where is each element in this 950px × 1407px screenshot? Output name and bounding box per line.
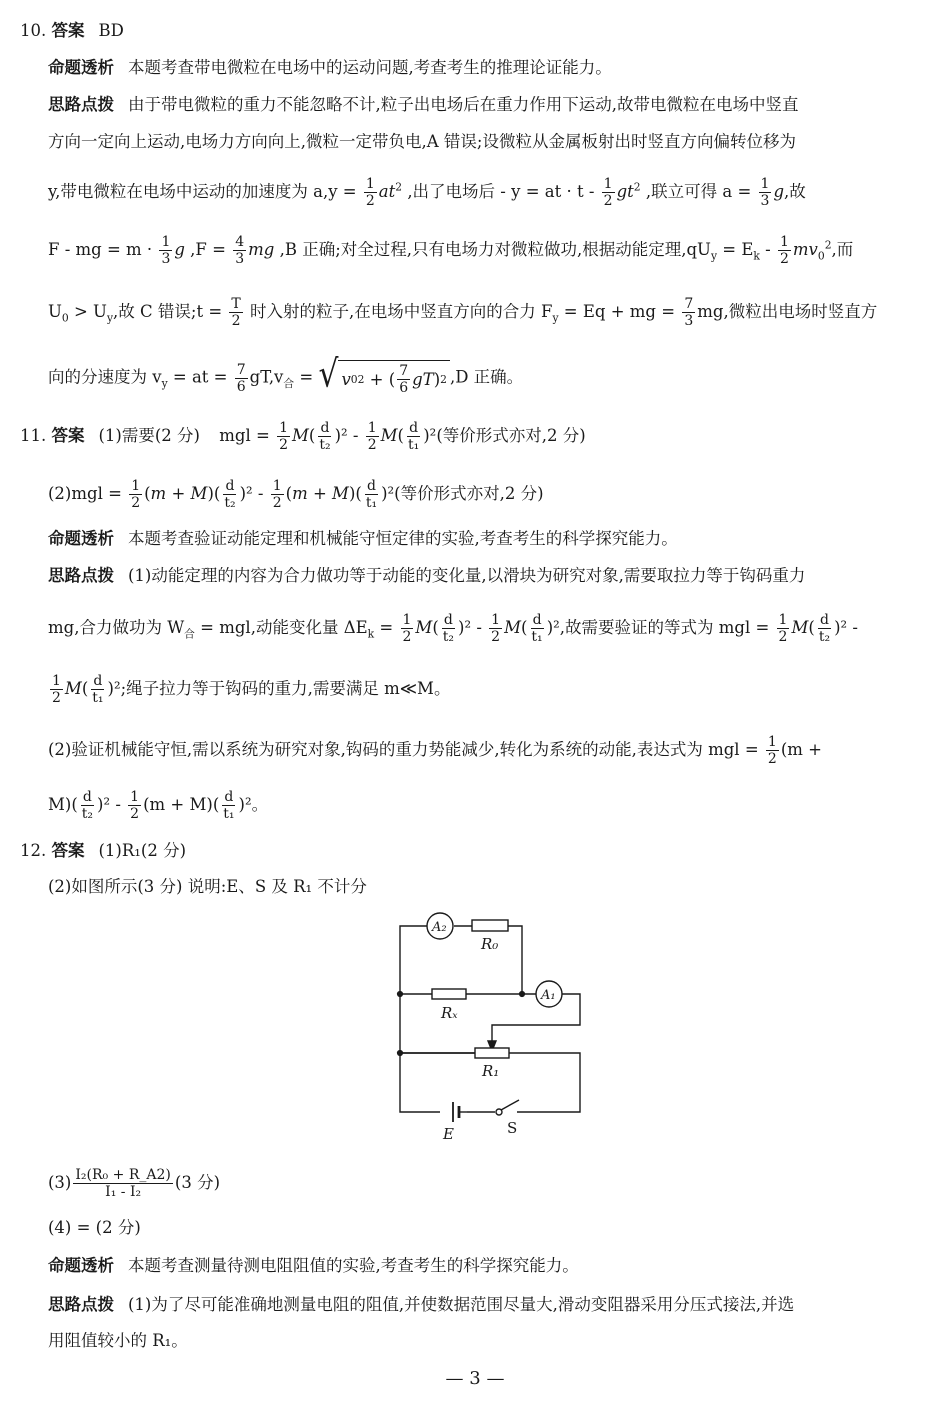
- junction-left-upper: [398, 992, 403, 997]
- label-r0: R₀: [481, 935, 499, 953]
- q12-answer-line-4: (4) = (2 分): [48, 1218, 141, 1237]
- page-number: — 3 —: [445, 1368, 505, 1389]
- q12-intent: 命题透析 本题考查测量待测电阻阻值的实验,考查考生的科学探究能力。: [48, 1256, 579, 1275]
- label-s: S: [507, 1119, 518, 1137]
- q11-hint-line-5: M)( $\frac{d}{\text{t₂}}$ )² - $\frac{1}{2}$ (m + M)( $\frac{d}{\text{t₁}}$ )²。: [48, 789, 269, 823]
- resistor-rx: [432, 989, 466, 999]
- q10-hint-line-6: 向的分速度为 $v_y$ = at = $\frac{7}{6}$ $gT,v_合$ = √ v 0 2 + ( $\frac{7}{6}$ gT ) 2 ,D 正确。: [48, 352, 524, 397]
- resistor-r0: [472, 920, 508, 931]
- circuit-wire-r0-down: [508, 926, 522, 994]
- q12-answer-line-2: (2)如图所示(3 分) 说明:E、S 及 R₁ 不计分: [48, 877, 367, 896]
- q11-hint-line-3: $\frac{1}{2}$ M( $\frac{d}{\text{t₁}}$ )²;绳子拉力等于钩码的重力,需要满足 m≪M。: [52, 673, 451, 707]
- q11-answer-line-1: 11. 答案 (1)需要(2 分) mgl = $\frac{1}{2}$ M( $\frac{d}{\text{t₂}}$ )² - $\frac{1}{2}$ M( $\frac{d}{\text{t₁}}$ )²(等价形式亦对,2 分): [20, 420, 586, 454]
- q12-answer-line-3: (3) $\frac{\text{I₂(R₀ + R\_A2)}}{\text{I₁ - I₂}}$ (3 分): [48, 1167, 221, 1201]
- q10-hint-line-2: 方向一定向上运动,电场力方向向上,微粒一定带负电,A 错误;设微粒从金属板射出时竖直方向偏转位移为: [48, 132, 796, 151]
- junction-right: [520, 992, 525, 997]
- q11-hint-line-2: mg,合力做功为 $W_合$ = mgl,动能变化量 $\Delta E_k$ = $\frac{1}{2}$ M( $\frac{d}{\text{t₂}}$ )² - $\frac{1}{2}$ M( $\frac{d}{\text{t₁}}$ )²,故需要验证的等式为 mgl = $\frac{1}{2}$ M( $\frac{d}{\text{t₂}}$ )² -: [48, 612, 858, 646]
- switch-lever: [501, 1100, 519, 1110]
- label-a1: A₁: [541, 988, 556, 1003]
- q11-answer-line-2: (2)mgl = $\frac{1}{2}$ (m + M)( $\frac{d}{\text{t₂}}$ )² - $\frac{1}{2}$ (m + M)( $\frac{d}{\text{t₁}}$ )²(等价形式亦对,2 分): [48, 478, 544, 512]
- q12-hint-line-1: 思路点拨 (1)为了尽可能准确地测量电阻的阻值,并使数据范围尽量大,滑动变阻器采用分压式接法,并选: [48, 1295, 795, 1314]
- circuit-diagram: [395, 905, 595, 1145]
- q11-hint-line-1: 思路点拨 (1)动能定理的内容为合力做功等于动能的变化量,以滑块为研究对象,需要取拉力等于钩码重力: [48, 566, 806, 585]
- q10-intent: 命题透析 本题考查带电微粒在电场中的运动问题,考查考生的推理论证能力。: [48, 58, 612, 77]
- q10-hint-line-4: F - mg = m · $\frac{1}{3}$ g ,F = $\frac{4}{3}$ mg ,B 正确;对全过程,只有电场力对微粒做功,根据动能定理$,qU_y = E_k$ - $\frac{1}{2}$ $mv_0^2$,而: [48, 234, 854, 268]
- circuit-wire-a1-slider: [492, 994, 580, 1044]
- junction-left-lower: [398, 1051, 403, 1056]
- q12-hint-line-2: 用阻值较小的 R₁。: [48, 1331, 188, 1350]
- q12-answer-line-1: 12. 答案 (1)R₁(2 分): [20, 841, 187, 860]
- label-a2: A₂: [432, 920, 447, 935]
- q10-answer-line: 10. 答案 BD: [20, 21, 124, 40]
- label-e: E: [443, 1125, 454, 1143]
- rheostat-r1: [475, 1048, 509, 1058]
- q10-hint-line-3: y,带电微粒在电场中运动的加速度为 a,y = $\frac{1}{2}$ $at^2$ ,出了电场后 - y = at · t - $\frac{1}{2}$ $gt^2$ ,联立可得 a = $\frac{1}{3}$ g,故: [48, 176, 806, 210]
- q10-hint-line-1: 思路点拨 由于带电微粒的重力不能忽略不计,粒子出电场后在重力作用下运动,故带电微粒在电场中竖直: [48, 95, 799, 114]
- q11-hint-line-4: (2)验证机械能守恒,需以系统为研究对象,钩码的重力势能减少,转化为系统的动能,表达式为 mgl = $\frac{1}{2}$ (m +: [48, 734, 822, 768]
- label-rx: Rₓ: [441, 1004, 458, 1022]
- circuit-wire-left: [400, 926, 440, 1112]
- q11-intent: 命题透析 本题考查验证动能定理和机械能守恒定律的实验,考查考生的科学探究能力。: [48, 529, 678, 548]
- label-r1: R₁: [482, 1062, 500, 1080]
- q10-hint-line-5: $U_0 > U_y$,故 C 错误;t = $\frac{T}{2}$ 时入射的粒子,在电场中竖直方向的合力 $F_y = Eq$ + mg = $\frac{7}{3}$ mg,微粒出电场时竖直方: [48, 296, 878, 330]
